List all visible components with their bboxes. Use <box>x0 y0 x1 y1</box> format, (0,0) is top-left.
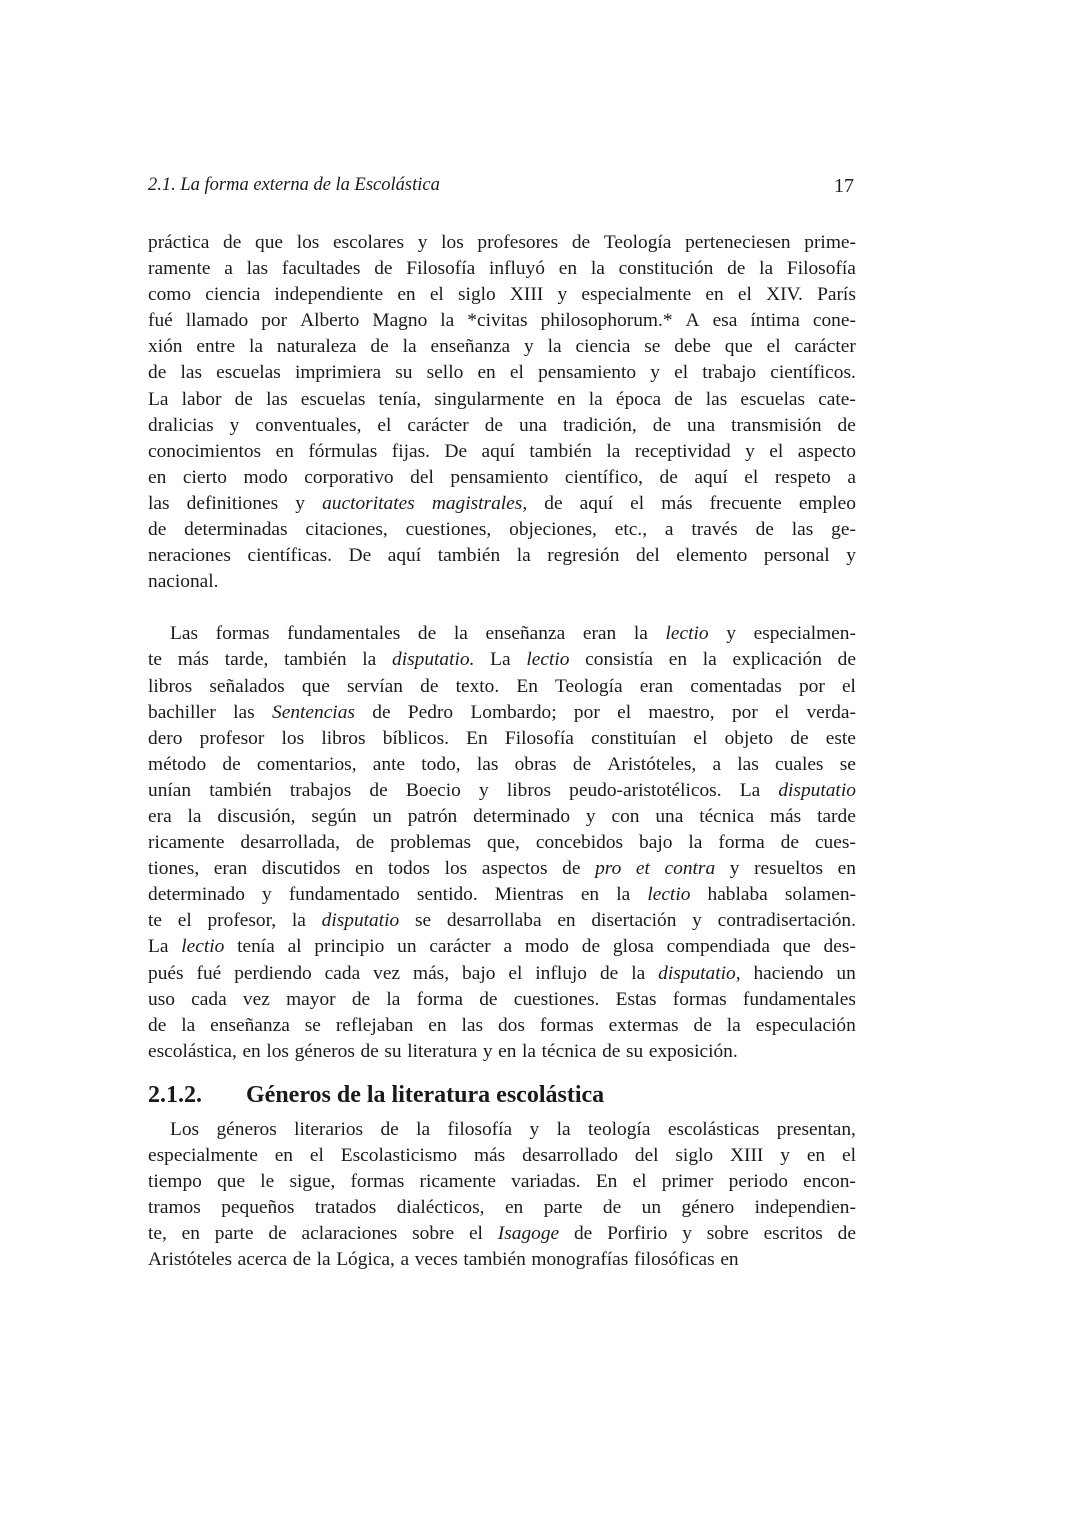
text-line: dralicias y conventuales, el carácter de una tradición, de una transmisión de <box>148 414 856 436</box>
paragraph <box>148 621 856 1065</box>
text-line: Aristóteles acerca de la Lógica, a veces también monografías filosóficas en <box>148 1249 739 1271</box>
text-line: Los géneros literarios de la filosofía y la teología escolásticas presentan, <box>170 1118 856 1140</box>
section-title: Géneros de la literatura escolástica <box>246 1081 605 1108</box>
text-line: las definitiones y auctoritates magistrales, de aquí el más frecuente empleo <box>148 492 856 514</box>
text-line: de determinadas citaciones, cuestiones, objeciones, etc., a través de las ge- <box>148 519 856 541</box>
running-head-title: 2.1. La forma externa de la Escolástica <box>148 175 440 195</box>
text-line: uso cada vez mayor de la forma de cuestiones. Estas formas fundamentales <box>148 988 856 1010</box>
text-line: determinado y fundamentado sentido. Mientras en la lectio hablaba solamen- <box>148 884 856 906</box>
text-line: método de comentarios, ante todo, las obras de Aristóteles, a las cuales se <box>148 753 856 775</box>
text-line: unían también trabajos de Boecio y libros peudo-aristotélicos. La disputatio <box>148 779 856 801</box>
body-text <box>148 230 856 1273</box>
paragraph <box>148 1117 856 1274</box>
text-line: de la enseñanza se reflejaban en las dos formas extermas de la especulación <box>148 1014 856 1036</box>
text-line: especialmente en el Escolasticismo más desarrollado del siglo XIII y en el <box>148 1145 856 1166</box>
page-number: 17 <box>834 175 854 197</box>
text-line: como ciencia independiente en el siglo XIII y especialmente en el XIV. París <box>148 284 856 306</box>
text-line: pués fué perdiendo cada vez más, bajo el influjo de la disputatio, haciendo un <box>148 962 856 984</box>
text-line: era la discusión, según un patrón determinado y con una técnica más tarde <box>148 805 856 827</box>
text-line: conocimientos en fórmulas fijas. De aquí también la receptividad y el aspecto <box>148 440 856 462</box>
text-line: libros señalados que servían de texto. En Teología eran comentadas por el <box>148 675 856 697</box>
text-line: tiempo que le sigue, formas ricamente variadas. En el primer periodo encon- <box>148 1171 856 1193</box>
text-line: dero profesor los libros bíblicos. En Filosofía constituían el objeto de este <box>148 727 856 749</box>
text-line: escolástica, en los géneros de su literatura y en la técnica de su exposición. <box>148 1040 738 1062</box>
text-line: en cierto modo corporativo del pensamiento científico, de aquí el respeto a <box>148 466 856 488</box>
text-line: de las escuelas imprimiera su sello en el pensamiento y el trabajo científicos. <box>148 362 856 384</box>
text-line: La labor de las escuelas tenía, singularmente en la época de las escuelas cate- <box>148 388 856 410</box>
text-line: neraciones científicas. De aquí también la regresión del elemento personal y <box>148 545 856 567</box>
text-line: xión entre la naturaleza de la enseñanza y la ciencia se debe que el carácter <box>148 336 856 358</box>
text-line: práctica de que los escolares y los profesores de Teología perteneciesen prime- <box>148 232 856 253</box>
paragraph <box>148 230 856 595</box>
text-line: nacional. <box>148 571 219 593</box>
text-line: tiones, eran discutidos en todos los aspectos de pro et contra y resueltos en <box>148 858 856 880</box>
text-line: te, en parte de aclaraciones sobre el Isagoge de Porfirio y sobre escritos de <box>148 1223 856 1245</box>
text-line: fué llamado por Alberto Magno la *civitas philosophorum.* A esa íntima cone- <box>148 310 856 332</box>
section-heading <box>148 1075 856 1115</box>
text-line: Las formas fundamentales de la enseñanza eran la lectio y especialmen- <box>170 623 856 645</box>
text-line: tramos pequeños tratados dialécticos, en parte de un género independien- <box>148 1197 856 1219</box>
text-line: te más tarde, también la disputatio. La lectio consistía en la explicación de <box>148 649 856 671</box>
text-line: ramente a las facultades de Filosofía influyó en la constitución de la Filosofía <box>148 258 856 280</box>
section-number: 2.1.2. <box>148 1081 202 1108</box>
text-line: ricamente desarrollada, de problemas que, concebidos bajo la forma de cues- <box>148 832 856 854</box>
text-line: te el profesor, la disputatio se desarrollaba en disertación y contradisertación. <box>148 910 856 932</box>
text-line: bachiller las Sentencias de Pedro Lombardo; por el maestro, por el verda- <box>148 701 856 723</box>
text-line: La lectio tenía al principio un carácter a modo de glosa compendiada que des- <box>148 936 856 958</box>
running-head <box>148 175 856 201</box>
